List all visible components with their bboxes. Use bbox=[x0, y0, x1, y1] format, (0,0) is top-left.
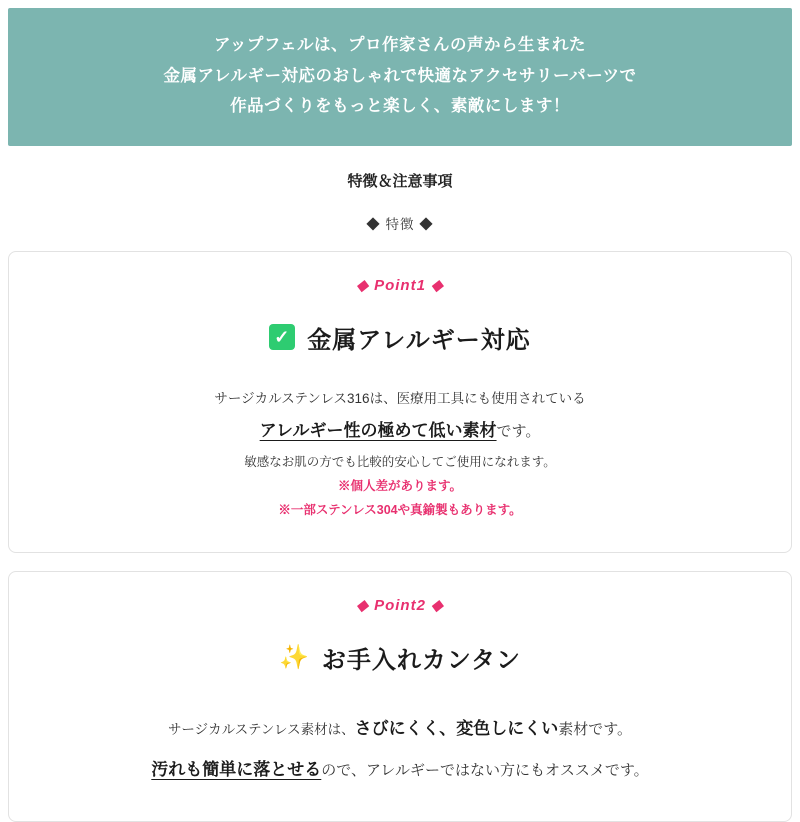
section-subtitle: ◆ 特徴 ◆ bbox=[366, 216, 434, 232]
point-body-2 bbox=[29, 709, 771, 791]
sparkles-icon: ✨ bbox=[279, 643, 310, 671]
point-heading-2 bbox=[29, 640, 771, 675]
body-line-emphasis bbox=[29, 413, 771, 449]
hero-line-2: 金属アレルギー対応のおしゃれで快適なアクセサリーパーツで bbox=[163, 66, 637, 85]
note-line-2: ※一部ステンレス304や真鍮製もあります。 bbox=[278, 502, 522, 517]
page-root bbox=[0, 8, 800, 822]
body-line-mixed-2 bbox=[29, 750, 771, 791]
point-card-2 bbox=[8, 571, 792, 822]
body-line-mixed-1 bbox=[29, 709, 771, 750]
section-title: 特徴＆注意事項 bbox=[347, 172, 453, 190]
emphasis-text: アレルギー性の極めて低い素材 bbox=[259, 420, 497, 440]
hero-line-1: アップフェルは、プロ作家さんの声から生まれた bbox=[213, 36, 587, 54]
emphasis-suffix: です。 bbox=[496, 422, 541, 440]
mixed-suffix-2: ので、アレルギーではない方にもオススメです。 bbox=[321, 762, 649, 780]
body-line: 敏感なお肌の方でも比較的安心してご使用になれます。 bbox=[244, 454, 556, 469]
point-card-1 bbox=[8, 251, 792, 554]
hero-banner bbox=[8, 8, 792, 146]
body-line: サージカルステンレス316は、医療用工具にも使用されている bbox=[214, 390, 586, 406]
point-heading-1 bbox=[29, 320, 771, 355]
mixed-emphasis-underline: 汚れも簡単に落とせる bbox=[151, 760, 322, 780]
check-square-icon: ✓ bbox=[269, 324, 295, 350]
mixed-emphasis: さびにくく、変色しにくい bbox=[354, 719, 559, 739]
point-heading-text-1: 金属アレルギー対応 bbox=[307, 326, 531, 354]
point-label-1: ◆ Point1 ◆ bbox=[356, 276, 444, 294]
point-label-2: ◆ Point2 ◆ bbox=[356, 597, 444, 615]
point-body-1 bbox=[29, 385, 771, 523]
hero-line-3: 作品づくりをもっと楽しく、素敵にします！ bbox=[230, 97, 570, 116]
mixed-prefix: サージカルステンレス素材は、 bbox=[167, 722, 355, 738]
point-heading-text-2: お手入れカンタン bbox=[321, 647, 521, 675]
note-line-1: ※個人差があります。 bbox=[337, 478, 462, 493]
mixed-suffix: 素材です。 bbox=[558, 721, 633, 739]
